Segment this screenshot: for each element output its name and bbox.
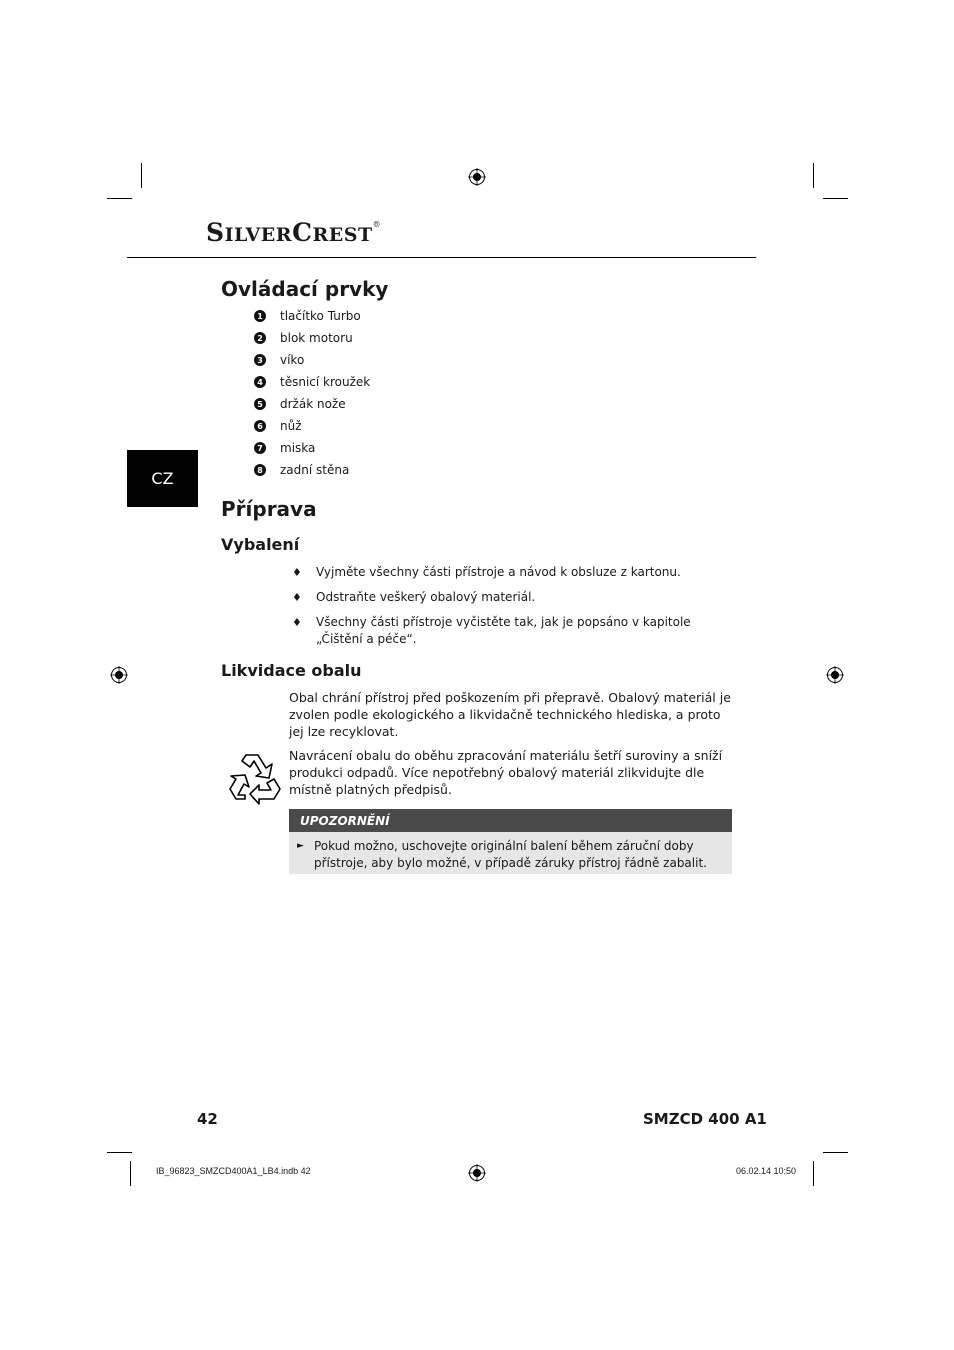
list-item xyxy=(254,459,370,481)
disposal-paragraph: Obal chrání přístroj před poškozením při přepravě. Obalový materiál je zvolen podle ekologického a likvidačně technického hlediska, a proto jej lze recyklovat. xyxy=(289,690,731,739)
item-label: zadní stěna xyxy=(280,463,350,477)
controls-list xyxy=(254,305,370,481)
triangle-bullet-icon: ► xyxy=(297,841,304,851)
header-rule xyxy=(127,257,756,258)
crop-mark xyxy=(823,1152,848,1153)
list-item xyxy=(254,415,370,437)
item-number: 8 xyxy=(254,464,266,476)
item-number: 7 xyxy=(254,442,266,454)
crop-mark xyxy=(130,1161,131,1186)
item-number: 6 xyxy=(254,420,266,432)
list-item xyxy=(254,327,370,349)
item-number: 2 xyxy=(254,332,266,344)
bullet-text: Všechny části přístroje vyčistěte tak, jak je popsáno v kapitole „Čištění a péče“. xyxy=(316,615,691,646)
item-number: 3 xyxy=(254,354,266,366)
diamond-bullet-icon: ♦ xyxy=(292,566,302,579)
unpacking-heading: Vybalení xyxy=(221,535,300,554)
page-number: 42 xyxy=(197,1110,218,1128)
item-number: 4 xyxy=(254,376,266,388)
list-item xyxy=(254,437,370,459)
notice-heading: UPOZORNĚNÍ xyxy=(289,809,732,832)
item-label: víko xyxy=(280,353,305,367)
language-label: CZ xyxy=(151,469,174,488)
item-number: 1 xyxy=(254,310,266,322)
list-item xyxy=(254,349,370,371)
item-label: tlačítko Turbo xyxy=(280,309,361,323)
recycle-icon xyxy=(226,749,284,805)
registration-mark-icon xyxy=(468,1164,486,1182)
bullet-text: Odstraňte veškerý obalový materiál. xyxy=(316,590,536,604)
registration-mark-icon xyxy=(826,666,844,684)
controls-heading: Ovládací prvky xyxy=(221,277,389,301)
list-item xyxy=(254,305,370,327)
item-label: držák nože xyxy=(280,397,346,411)
list-item xyxy=(254,371,370,393)
diamond-bullet-icon: ♦ xyxy=(292,616,302,629)
registration-mark-icon xyxy=(468,168,486,186)
item-label: těsnicí kroužek xyxy=(280,375,371,389)
list-item xyxy=(292,614,712,648)
crop-mark xyxy=(813,163,814,188)
recycling-paragraph: Navrácení obalu do oběhu zpracování materiálu šetří suroviny a sníží produkci odpadů. Více nepotřebný obalový materiál zlikvidujte dle místně platných předpisů. xyxy=(289,748,723,797)
crop-mark xyxy=(813,1161,814,1186)
crop-mark xyxy=(141,163,142,188)
list-item xyxy=(292,564,712,581)
disposal-heading: Likvidace obalu xyxy=(221,661,362,680)
notice-text: Pokud možno, uschovejte originální balení během záruční doby přístroje, aby bylo možné, v případě záruky přístroj řádně zabalit. xyxy=(314,839,707,870)
item-number: 5 xyxy=(254,398,266,410)
crop-mark xyxy=(823,198,848,199)
crop-mark xyxy=(107,1152,132,1153)
unpacking-list xyxy=(292,564,712,656)
registration-mark-icon xyxy=(110,666,128,684)
bullet-text: Vyjměte všechny části přístroje a návod k obsluze z kartonu. xyxy=(316,565,681,579)
list-item xyxy=(254,393,370,415)
brand-logo: SILVERCREST® xyxy=(206,218,382,247)
language-tab xyxy=(127,450,198,507)
diamond-bullet-icon: ♦ xyxy=(292,591,302,604)
preparation-heading: Příprava xyxy=(221,497,317,521)
item-label: nůž xyxy=(280,419,302,433)
crop-mark xyxy=(107,198,132,199)
item-label: blok motoru xyxy=(280,331,353,345)
print-datetime: 06.02.14 10:50 xyxy=(736,1166,797,1176)
notice-box xyxy=(289,809,732,874)
item-label: miska xyxy=(280,441,316,455)
notice-body xyxy=(289,832,732,872)
list-item xyxy=(292,589,712,606)
model-name: SMZCD 400 A1 xyxy=(643,1110,767,1128)
print-file-info: IB_96823_SMZCD400A1_LB4.indb 42 xyxy=(156,1166,311,1176)
